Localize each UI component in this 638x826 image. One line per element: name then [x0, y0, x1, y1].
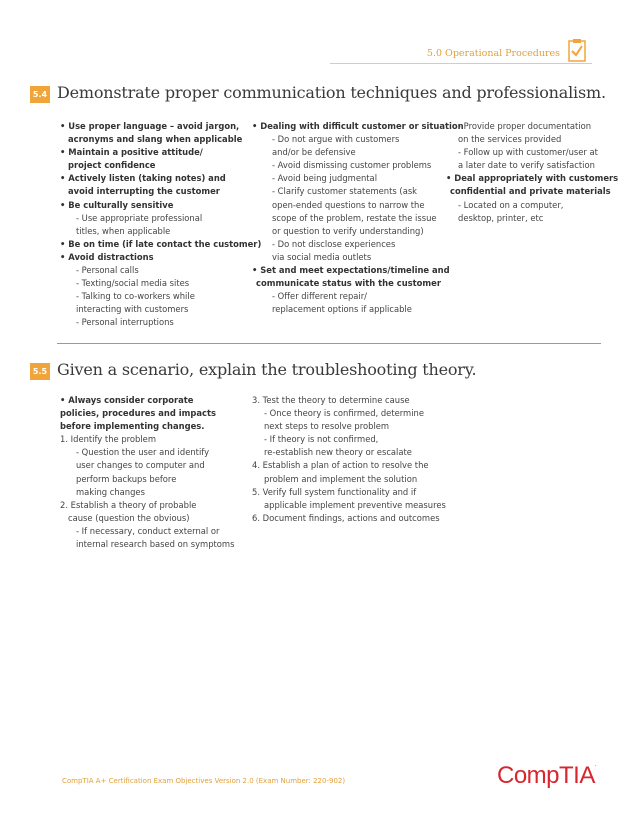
- objective-line: 6. Document findings, actions and outcomes: [252, 512, 440, 523]
- objective-line: confidential and private materials: [450, 186, 611, 197]
- objective-5-5-column-2: [252, 394, 446, 525]
- objective-line: 5. Verify full system functionality and if: [252, 486, 417, 497]
- objective-line: open-ended questions to narrow the: [272, 199, 425, 210]
- objective-line: cause (question the obvious): [68, 512, 190, 523]
- objective-line: - Do not disclose experiences: [272, 238, 396, 249]
- objective-5-5-column-1: [56, 394, 234, 551]
- objective-line: or question to verify understanding): [272, 225, 424, 236]
- objective-line: next steps to resolve problem: [264, 421, 390, 432]
- objective-line: - Question the user and identify: [76, 447, 210, 458]
- objective-line: 4. Establish a plan of action to resolve the: [252, 460, 429, 471]
- objective-line: - Provide proper documentation: [458, 121, 592, 131]
- objective-line: 2. Establish a theory of probable: [60, 499, 197, 510]
- objective-line: - If necessary, conduct external or: [76, 525, 220, 536]
- objective-line: • Deal appropriately with customers: [446, 173, 619, 184]
- objective-line: - If theory is not confirmed,: [264, 434, 379, 445]
- objective-5-4-column-3: [446, 120, 618, 225]
- objective-line: scope of the problem, restate the issue: [272, 212, 437, 223]
- objective-line: problem and implement the solution: [264, 473, 418, 484]
- objective-line: • Avoid distractions: [60, 251, 154, 262]
- objective-badge-5-4: 5.4: [30, 86, 50, 103]
- objective-line: • Set and meet expectations/timeline and: [252, 265, 450, 276]
- objective-line: project confidence: [68, 160, 156, 171]
- objective-line: applicable implement preventive measures: [264, 499, 446, 510]
- objective-line: 3. Test the theory to determine cause: [252, 395, 410, 405]
- objective-line: desktop, printer, etc: [458, 212, 544, 223]
- objective-line: - Personal interruptions: [76, 317, 174, 328]
- header-rule: [330, 63, 592, 64]
- objective-line: - Follow up with customer/user at: [458, 147, 598, 158]
- objective-line: • Be culturally sensitive: [60, 199, 174, 210]
- objective-5-4-column-2: [252, 120, 464, 316]
- objective-line: titles, when applicable: [76, 225, 171, 236]
- objective-line: - Talking to co-workers while: [76, 291, 195, 302]
- objective-line: - Offer different repair/: [272, 291, 367, 302]
- objective-line: user changes to computer and: [76, 460, 205, 471]
- objective-line: - Personal calls: [76, 265, 139, 276]
- logo-wordmark: CompTIA: [497, 762, 595, 789]
- footer-exam-reference: CompTIA A+ Certification Exam Objectives Version 2.0 (Exam Number: 220-902): [62, 777, 346, 785]
- objective-line: - Clarify customer statements (ask: [272, 186, 418, 197]
- objective-badge-5-5: 5.5: [30, 363, 50, 380]
- objective-line: before implementing changes.: [60, 421, 205, 432]
- objective-line: internal research based on symptoms: [76, 539, 235, 550]
- objective-line: a later date to verify satisfaction: [458, 160, 595, 171]
- objective-line: and/or be defensive: [272, 147, 356, 158]
- objective-line: • Use proper language – avoid jargon,: [60, 121, 240, 131]
- objective-line: interacting with customers: [76, 304, 189, 315]
- objective-line: 1. Identify the problem: [60, 434, 156, 445]
- objective-line: - Texting/social media sites: [76, 278, 190, 289]
- objective-line: • Dealing with difficult customer or situation: [252, 121, 464, 131]
- objective-line: • Actively listen (taking notes) and: [60, 173, 226, 184]
- section-divider: [57, 343, 601, 344]
- objective-line: • Be on time (if late contact the customer): [60, 238, 262, 249]
- objective-line: via social media outlets: [272, 251, 372, 262]
- objective-line: communicate status with the customer: [256, 278, 441, 289]
- clipboard-check-icon: [568, 38, 586, 62]
- objective-line: on the services provided: [458, 134, 562, 145]
- objective-line: - Use appropriate professional: [76, 212, 203, 223]
- objective-line: - Avoid dismissing customer problems: [272, 160, 432, 171]
- objective-line: - Once theory is confirmed, determine: [264, 408, 424, 419]
- objective-line: - Avoid being judgmental: [272, 173, 378, 184]
- objective-line: acronyms and slang when applicable: [68, 134, 243, 145]
- objective-line: making changes: [76, 486, 145, 497]
- comptia-logo: [497, 762, 596, 790]
- objective-5-4-column-1: [56, 120, 261, 330]
- objective-line: re-establish new theory or escalate: [264, 447, 412, 458]
- objective-line: - Do not argue with customers: [272, 134, 400, 145]
- objective-title-5-4: Demonstrate proper communication techniques and professionalism.: [57, 83, 606, 102]
- objective-line: - Located on a computer,: [458, 199, 564, 210]
- objective-line: replacement options if applicable: [272, 304, 412, 315]
- objective-line: policies, procedures and impacts: [60, 408, 217, 419]
- objective-line: • Always consider corporate: [60, 395, 194, 405]
- logo-mark: .: [594, 762, 597, 768]
- section-header-label: 5.0 Operational Procedures: [426, 48, 560, 59]
- objective-line: avoid interrupting the customer: [68, 186, 220, 197]
- objective-line: • Maintain a positive attitude/: [60, 147, 203, 158]
- objective-line: perform backups before: [76, 473, 177, 484]
- objective-title-5-5: Given a scenario, explain the troubleshooting theory.: [57, 360, 477, 379]
